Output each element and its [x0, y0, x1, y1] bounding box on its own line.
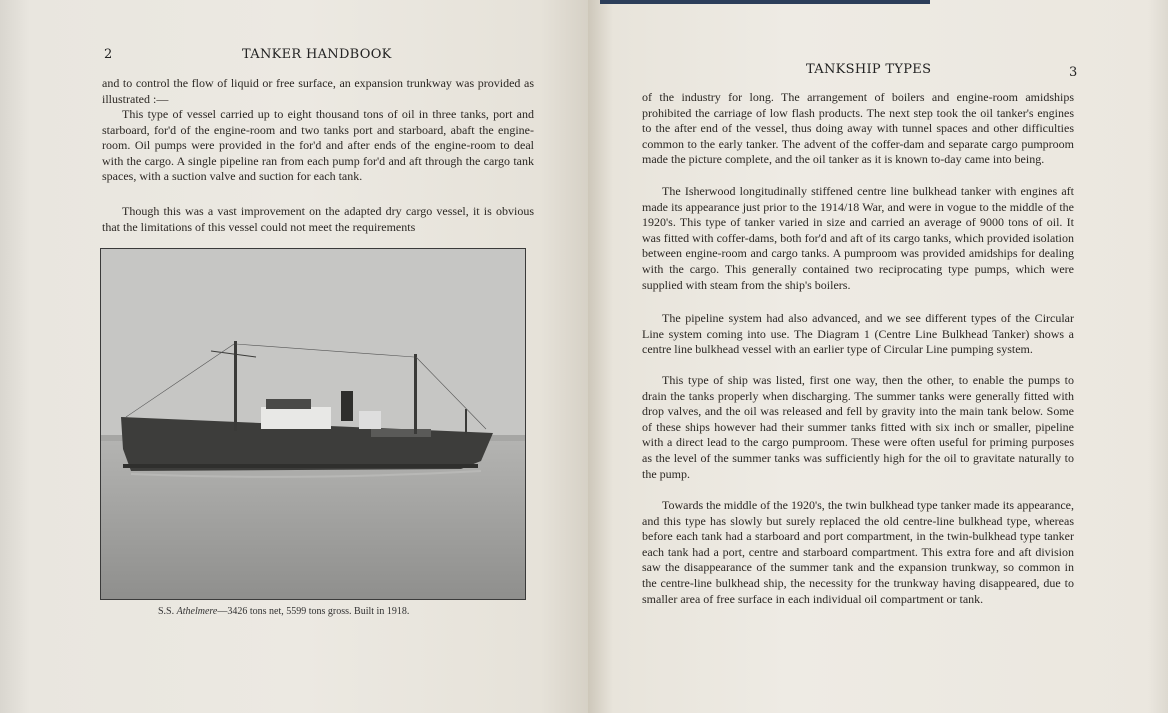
caption-details: —3426 tons net, 5599 tons gross. Built in 1918.	[217, 606, 410, 617]
right-page	[588, 0, 1168, 713]
right-paragraph-5: Towards the middle of the 1920's, the twin bulkhead type tanker made its appearance, and this type has slowly but surely replaced the old centre-line bulkhead type, whereas before each tank had a starboard and port compartment, in the twin-bulkhead type tanker each tank had a port, centre and starboard compartment. This extra fore and aft division saw the disappearance of the summer tank and the expansion trunkway, so common in the centre-line bulkhead ship, the necessity for the trunkway having disappeared, due to smaller area of free surface in each individual oil compartment or tank.	[642, 498, 1074, 606]
caption-ship-name: Athelmere	[176, 606, 218, 617]
right-paragraph-2: The Isherwood longitudinally stiffened centre line bulkhead tanker with engines aft made its appearance just prior to the 1914/18 War, and were in vogue to the middle of the 1920's. This type of tanker varied in size and carried an average of 9000 tons of oil. It was fitted with coffer-dams, both for'd and aft of its cargo tanks, which provided isolation between engine-room and cargo tanks. A pumproom was provided amidships for dealing with the cargo. This generally contained two reciprocating type pumps, which were supplied with steam from the ship's boilers.	[642, 184, 1074, 292]
right-page-number: 3	[1069, 65, 1078, 80]
right-paragraph-3: The pipeline system had also advanced, and we see different types of the Circular Line system coming into use. The Diagram 1 (Centre Line Bulkhead Tanker) shows a centre line bulkhead vessel with an earlier type of Circular Line pumping system.	[642, 311, 1074, 357]
left-paragraph-2: This type of vessel carried up to eight thousand tons of oil in three tanks, port and starboard, for'd of the engine-room and two tanks port and starboard, abaft the engine-room. Oil pumps were provided in the for'd and after ends of the engine-room to deal with the cargo. A single pipeline ran from each pump for'd and aft through the cargo tank spaces, with a suction valve and suction for each tank.	[102, 107, 534, 184]
tanker-ship-illustration	[101, 249, 525, 599]
photo-caption	[158, 606, 409, 617]
ship-photograph	[100, 248, 526, 600]
right-paragraph-4: This type of ship was listed, first one way, then the other, to enable the pumps to drain the tanks properly when discharging. The summer tanks were generally fitted with drop valves, and the oil was released and fell by gravity into the main tank below. Some of these ships however had their summer tanks fitted with six inch or smaller, pipeline with a direct lead to the cargo pumproom. These were often useful for priming purposes as the level of the summer tanks was sufficiently high for the oil to gravitate naturally to the pump.	[642, 373, 1074, 481]
background-strip	[600, 0, 930, 4]
left-page-number: 2	[104, 47, 113, 62]
left-running-head: TANKER HANDBOOK	[242, 47, 392, 62]
caption-prefix: S.S.	[158, 606, 177, 617]
right-running-head: TANKSHIP TYPES	[806, 62, 932, 77]
left-paragraph-1: and to control the flow of liquid or free surface, an expansion trunkway was provided as illustrated :—	[102, 76, 534, 106]
left-paragraph-3: Though this was a vast improvement on the adapted dry cargo vessel, it is obvious that the limitations of this vessel could not meet the requirements	[102, 204, 534, 234]
right-paragraph-1: of the industry for long. The arrangement of boilers and engine-room amidships prohibited the carriage of low flash products. The next step took the oil tanker's engines to the after end of the vessel, thus doing away with tunnel spaces and other difficulties common to the early tanker. The advent of the coffer-dam and separate cargo pumproom made the picture complete, and the oil tanker as it is known to-day came into being.	[642, 90, 1074, 167]
